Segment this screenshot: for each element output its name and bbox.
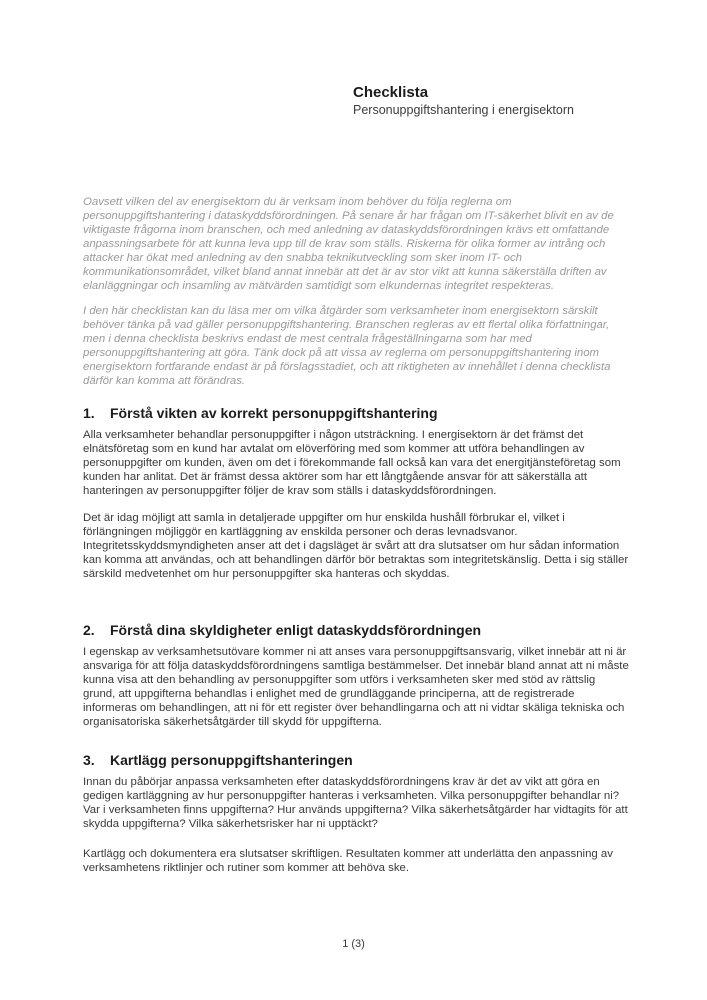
section-1-number: 1. <box>83 405 95 421</box>
section-2-paragraph-1: I egenskap av verksamhetsutövare kommer ni att anses vara personuppgiftsansvarig, vilket innebär att ni är ansvariga för att följa dataskyddsförordningens samtliga bestämmelser. Det innebär bland annat att ni måste kunna visa att den behandling av personuppgifter som utförs i verksamheten sker med stöd av rättslig grund, att uppgifterna behandlas i enlighet med de grundläggande principerna, att de registrerade informeras om behandlingen, att ni för ett register över behandlingarna och att ni vidtar skäliga tekniska och organisatoriska säkerhetsåtgärder till skydd för uppgifterna. <box>83 646 629 728</box>
section-2-number: 2. <box>83 622 95 638</box>
section-1-heading <box>83 404 630 422</box>
section-1-heading-text: Förstå vikten av korrekt personuppgiftshantering <box>110 405 438 421</box>
document-title: Checklista <box>353 84 429 101</box>
section-3-heading-text: Kartlägg personuppgiftshanteringen <box>110 752 353 768</box>
page-number: 1 (3) <box>342 938 365 950</box>
section-3-heading <box>83 751 630 769</box>
title-block <box>353 83 574 118</box>
intro-paragraph-2: I den här checklistan kan du läsa mer om vilka åtgärder som verksamheter inom energisektorn särskilt behöver tänka på vad gäller personuppgiftshantering. Branschen regleras av ett flertal olika författningar, men i denna checklista beskrivs endast de mest centrala frågeställningarna som har med personuppgiftshantering att göra. Tänk dock på att vissa av reglerna om personuppgiftshantering inom energisektorn fortfarande endast är på förslagsstadiet, och att riktigheten av innehållet i denna checklista därför kan komma att förändras. <box>83 305 611 387</box>
section-2-heading-text: Förstå dina skyldigheter enligt dataskyddsförordningen <box>110 622 482 638</box>
section-3-paragraph-1: Innan du påbörjar anpassa verksamheten efter dataskyddsförordningens krav är det av vikt att göra en gedigen kartläggning av hur personuppgifter hanteras i verksamheten. Vilka personuppgifter behandlar ni? Var i verksamheten finns uppgifterna? Hur används uppgifterna? Vilka säkerhetsåtgärder har vidtagits för att skydda uppgifterna? Vilka säkerhetsrisker har ni upptäckt? <box>83 776 628 830</box>
section-3-number: 3. <box>83 752 95 768</box>
section-1-paragraph-1: Alla verksamheter behandlar personuppgifter i någon utsträckning. I energisektorn är det främst det elnätsföretag som en kund har avtalat om elöverföring med som kommer att utföra behandlingen av personuppgifter om kunden, även om det i förekommande fall också kan vara det energitjänsteföretag som kunden har anlitat. Det är främst dessa aktörer som har ett långtgående ansvar för att säkerställa att hanteringen av personuppgifter följer de krav som ställs i dataskyddsförordningen. <box>83 429 621 497</box>
intro-paragraph-1: Oavsett vilken del av energisektorn du är verksam inom behöver du följa reglerna om personuppgiftshantering i dataskyddsförordningen. På senare år har frågan om IT-säkerhet blivit en av de viktigaste frågorna inom branschen, och med anledning av dataskyddsförordningen krävs ett omfattande anpassningsarbete för att kunna leva upp till de krav som ställs. Riskerna för olika former av intrång och attacker har ökat med anledning av den snabba teknikutveckling som sker inom IT- och kommunikationsområdet, vilket bland annat innebär att det är av stor vikt att kunna säkerställa driften av elanläggningar och insamling av mätvärden samtidigt som elkundernas integritet respekteras. <box>83 196 614 292</box>
document-subtitle: Personuppgiftshantering i energisektorn <box>353 103 574 117</box>
section-3-paragraph-2: Kartlägg och dokumentera era slutsatser skriftligen. Resultaten kommer att underlätta den anpassning av verksamhetens riktlinjer och rutiner som kommer att behöva ske. <box>83 848 613 874</box>
section-2-heading <box>83 621 630 639</box>
section-1-paragraph-2: Det är idag möjligt att samla in detaljerade uppgifter om hur enskilda hushåll förbrukar el, vilket i förlängningen möjliggör en kartläggning av enskilda personer och deras levnadsvanor. Integritetsskyddsmyndigheten anser att det i dagsläget är svårt att dra slutsatser om hur sådan information kan komma att användas, och att behandlingen därför bör betraktas som integritetskänslig. Detta i sig ställer särskild medvetenhet om hur personuppgifter ska hanteras och skyddas. <box>83 512 629 580</box>
